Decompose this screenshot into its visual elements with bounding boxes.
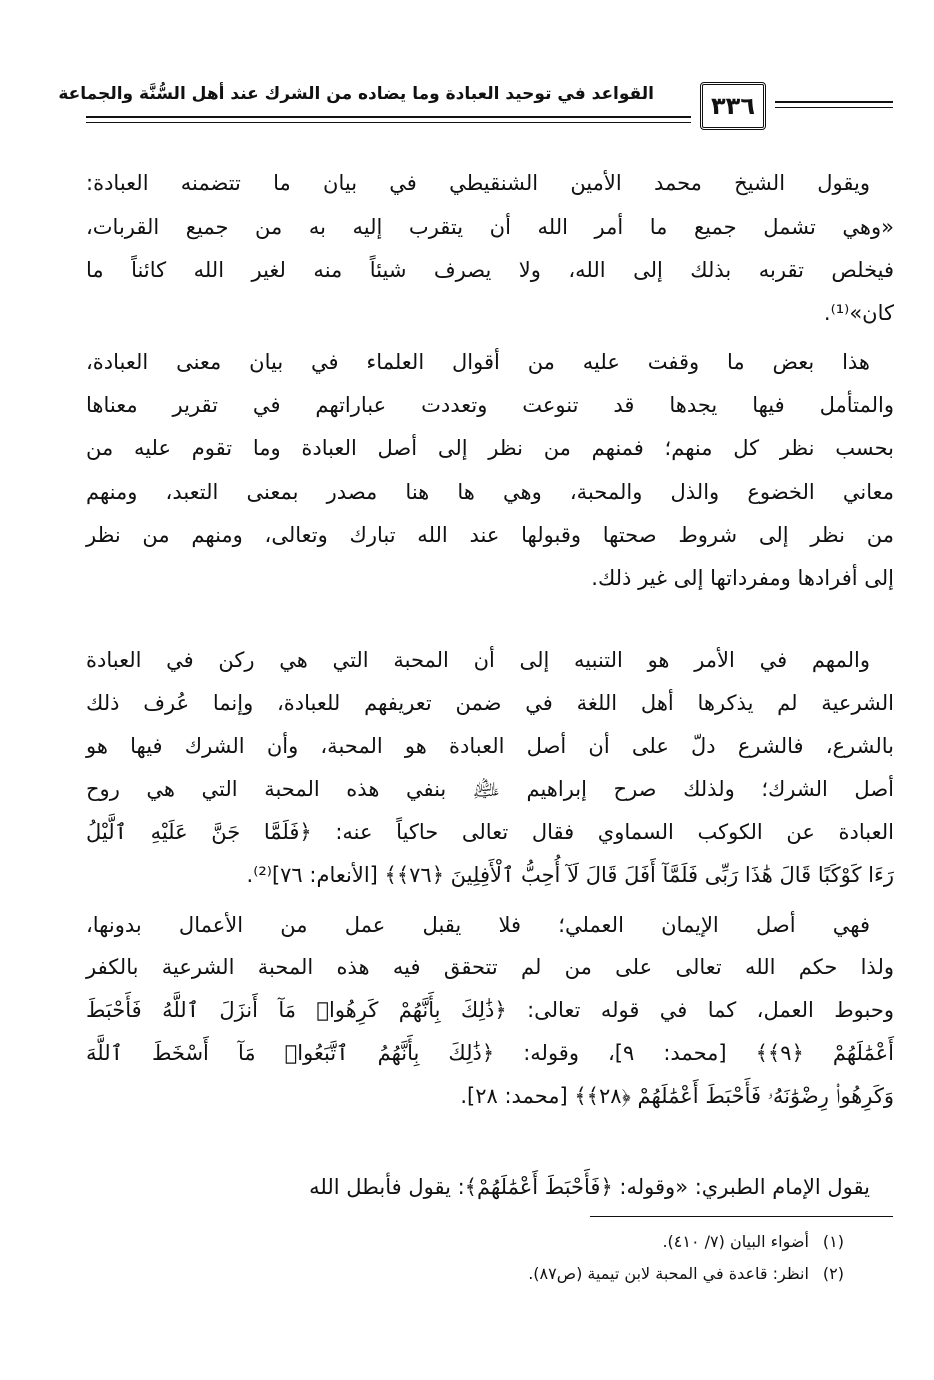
paragraph-line: وحبوط العمل، كما في قوله تعالى: ﴿ذَٰلِكَ بِأَنَّهُمْ كَرِهُوا۟ مَآ أَنزَلَ ٱللَّهُ فَأَحْبَطَ <box>86 998 894 1022</box>
paragraph-line: من نظر إلى شروط صحتها وقبولها عند الله تبارك وتعالى، ومنهم من نظر <box>86 523 894 547</box>
paragraph-line: والمهم في الأمر هو التنبيه إلى أن المحبة التي هي ركن في العبادة <box>86 648 870 672</box>
footnote-number: (٢) <box>822 1264 844 1283</box>
footnote-text: انظر: قاعدة في المحبة لابن تيمية (ص٨٧). <box>528 1264 809 1283</box>
paragraph-line: والمتأمل فيها يجدها قد تنوعت وتعددت عباراتهم في تقرير معناها <box>86 393 894 417</box>
paragraph-line: فهي أصل الإيمان العملي؛ فلا يقبل عمل من الأعمال بدونها، <box>86 913 870 937</box>
paragraph-line: فيخلص تقربه بذلك إلى الله، ولا يصرف شيئاً منه لغير الله كائناً ما <box>86 258 894 282</box>
paragraph-line: وَكَرِهُوا۟ رِضْوَٰنَهُۥ فَأَحْبَطَ أَعْمَٰلَهُمْ ﴿٢٨﴾﴾ [محمد: ٢٨]. <box>460 1084 894 1108</box>
paragraph-line: العبادة عن الكوكب السماوي فقال تعالى حاكياً عنه: ﴿فَلَمَّا جَنَّ عَلَيْهِ ٱلَّيْلُ <box>86 820 894 844</box>
paragraph-line: معاني الخضوع والذل والمحبة، وهي ها هنا مصدر بمعنى التعبد، ومنهم <box>86 480 894 504</box>
paragraph-line: يقول الإمام الطبري: «وقوله: ﴿فَأَحْبَطَ أَعْمَٰلَهُمْ﴾: يقول فأبطل الله <box>309 1175 870 1199</box>
paragraph-line: كان»⁽¹⁾. <box>823 301 894 325</box>
paragraph-line: بالشرع، فالشرع دلّ على أن أصل العبادة هو المحبة، وأن الشرك فيها هو <box>86 734 894 758</box>
paragraph-line: الشرعية لم يذكرها أهل اللغة في ضمن تعريفهم للعبادة، وإنما عُرف ذلك <box>86 691 894 715</box>
footnote-separator <box>590 1216 893 1217</box>
footnote <box>662 1232 844 1251</box>
header-rule <box>86 122 691 123</box>
footnote-number: (١) <box>822 1232 844 1251</box>
paragraph-line: أصل الشرك؛ ولذلك صرح إبراهيم ﵇ بنفي هذه المحبة التي هي روح <box>86 777 894 801</box>
paragraph-line: إلى أفرادها ومفرداتها إلى غير ذلك. <box>591 566 894 590</box>
paragraph-line: أَعْمَٰلَهُمْ ﴿٩﴾﴾ [محمد: ٩]، وقوله: ﴿ذَٰلِكَ بِأَنَّهُمُ ٱتَّبَعُوا۟ مَآ أَسْخَطَ ٱللَّهَ <box>86 1041 895 1065</box>
paragraph-line: رَءَا كَوْكَبًا قَالَ هَٰذَا رَبِّى فَلَمَّآ أَفَلَ قَالَ لَآ أُحِبُّ ٱلْأَفِلِينَ ﴿٧٦﴾﴾ [الأنعام: ٧٦]⁽²⁾. <box>246 863 894 887</box>
footnote-text: أضواء البيان (٧/ ٤١٠). <box>662 1232 809 1251</box>
paragraph-line: بحسب نظر كل منهم؛ فمنهم من نظر إلى أصل العبادة وما تقوم عليه من <box>86 436 894 460</box>
header-rule <box>775 101 893 103</box>
paragraph-line: هذا بعض ما وقفت عليه من أقوال العلماء في بيان معنى العبادة، <box>86 350 870 374</box>
header-rule <box>775 107 893 108</box>
footnote <box>528 1264 844 1283</box>
header-rule <box>86 116 691 118</box>
header-title: القواعد في توحيد العبادة وما يضاده من الشرك عند أهل السُّنَّة والجماعة <box>58 84 654 104</box>
paragraph-line: ولذا حكم الله تعالى على من لم تتحقق فيه هذه المحبة الشرعية بالكفر <box>86 955 894 979</box>
paragraph-line: «وهي تشمل جميع ما أمر الله أن يتقرب إليه به من جميع القربات، <box>86 215 894 239</box>
page-number: ٣٣٦ <box>700 82 766 130</box>
paragraph-line: ويقول الشيخ محمد الأمين الشنقيطي في بيان ما تتضمنه العبادة: <box>86 171 870 195</box>
